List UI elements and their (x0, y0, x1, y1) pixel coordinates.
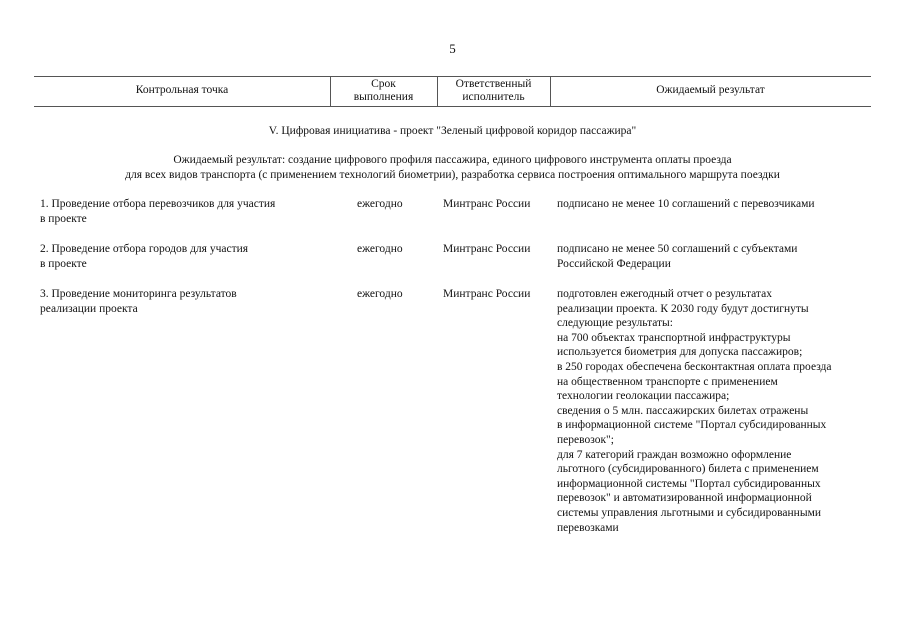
result-line: перевозок"; (557, 433, 614, 446)
expected-result-line: для всех видов транспорта (с применением технологий биометрии), разработка сервиса построения оптимального маршрута поездки (125, 168, 780, 181)
row-result (557, 197, 875, 212)
table-header-bottom-rule (34, 106, 871, 107)
result-line: Российской Федерации (557, 257, 671, 270)
row-task (40, 197, 320, 226)
row-result (557, 242, 875, 271)
header-term (330, 76, 437, 106)
row-term: ежегодно (357, 288, 403, 300)
result-line: перевозками (557, 521, 619, 534)
section-title: V. Цифровая инициатива - проект "Зеленый цифровой коридор пассажира" (268, 125, 637, 137)
section-expected-result (34, 153, 871, 182)
header-term-line: Срок (371, 77, 396, 90)
header-term-line: выполнения (353, 91, 414, 103)
row-task (40, 287, 320, 316)
result-line: используется биометрия для допуска пассажиров; (557, 346, 803, 359)
result-line: на 700 объектах транспортной инфраструктуры (557, 331, 791, 344)
header-control-point-label: Контрольная точка (135, 84, 229, 97)
header-expected-result-label: Ожидаемый результат (656, 84, 765, 97)
task-line: реализации проекта (40, 302, 138, 315)
result-line: системы управления льготными и субсидированными (557, 506, 821, 519)
result-line: подготовлен ежегодный отчет о результатах (557, 288, 772, 300)
row-term: ежегодно (357, 198, 403, 210)
row-task (40, 242, 320, 271)
row-result (557, 287, 875, 535)
page-number: 5 (449, 41, 456, 56)
header-responsible (437, 76, 550, 106)
result-line: информационной системы "Портал субсидированных (557, 477, 821, 490)
result-line: следующие результаты: (557, 317, 673, 330)
header-responsible-line: Ответственный (455, 77, 532, 90)
task-line: в проекте (40, 212, 87, 225)
result-line: подписано не менее 50 соглашений с субъектами (557, 243, 798, 255)
result-line: в информационной системе "Портал субсидированных (557, 419, 827, 432)
header-expected-result (550, 76, 871, 106)
result-line: реализации проекта. К 2030 году будут достигнуты (557, 302, 809, 315)
row-responsible: Минтранс России (443, 243, 531, 255)
result-line: сведения о 5 млн. пассажирских билетах отражены (557, 404, 809, 417)
result-line: льготного (субсидированного) билета с применением (557, 463, 819, 476)
task-line: 1. Проведение отбора перевозчиков для участия (40, 198, 276, 210)
result-line: в 250 городах обеспечена бесконтактная оплата проезда (557, 360, 832, 373)
result-line: подписано не менее 10 соглашений с перевозчиками (557, 198, 815, 210)
expected-result-line: Ожидаемый результат: создание цифрового профиля пассажира, единого цифрового инструмента оплаты проезда (173, 154, 732, 166)
result-line: перевозок" и автоматизированной информационной (557, 492, 812, 505)
row-responsible: Минтранс России (443, 198, 531, 210)
task-line: в проекте (40, 257, 87, 270)
row-responsible: Минтранс России (443, 288, 531, 300)
result-line: для 7 категорий граждан возможно оформление (557, 448, 792, 461)
header-responsible-line: исполнитель (462, 91, 525, 103)
header-control-point (34, 76, 330, 106)
result-line: на общественном транспорте с применением (557, 375, 778, 388)
result-line: технологии геолокации пассажира; (557, 390, 730, 403)
task-line: 2. Проведение отбора городов для участия (40, 243, 249, 255)
row-term: ежегодно (357, 243, 403, 255)
task-line: 3. Проведение мониторинга результатов (40, 288, 237, 300)
